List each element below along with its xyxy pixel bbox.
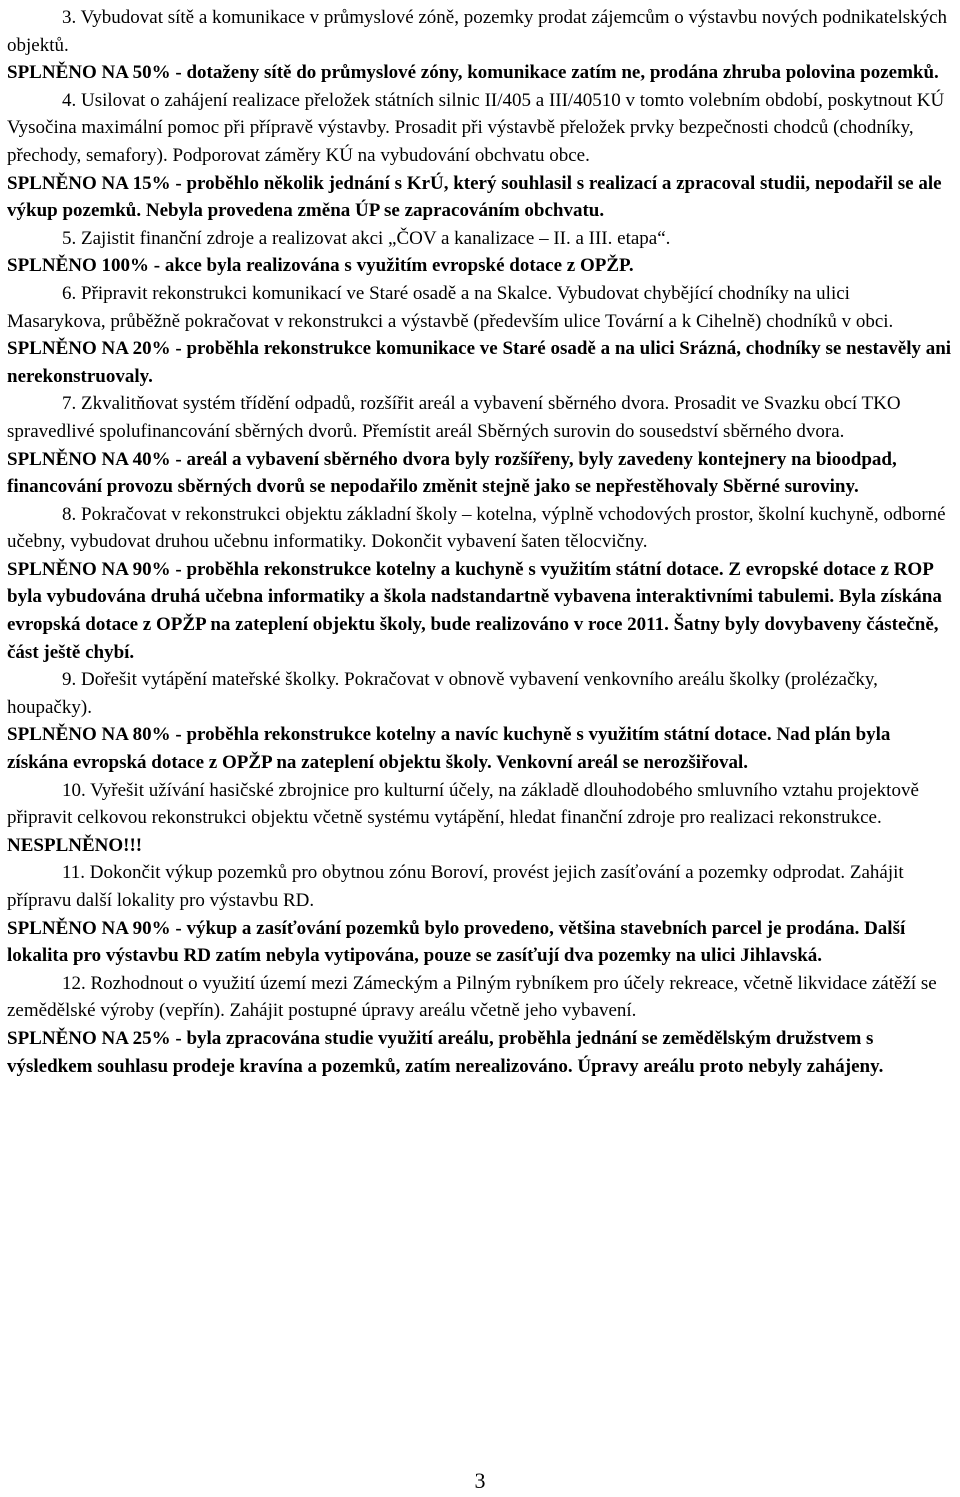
result-10: NESPLNĚNO!!! bbox=[7, 834, 143, 856]
result-9: SPLNĚNO NA 80% - proběhla rekonstrukce kotelny a navíc kuchyně s využitím státní dotace. Nad plán byla získána evropská dotace z OPŽP na zateplení objektu školy. Venkovní areál se nerozšiřoval. bbox=[7, 724, 891, 774]
goal-9: 9. Dořešit vytápění mateřské školky. Pokračovat v obnově vybavení venkovního areálu školky (prolézačky, houpačky). bbox=[7, 669, 878, 718]
goal-10: 10. Vyřešit užívání hasičské zbrojnice pro kulturní účely, na základě dlouhodobého smluvního vztahu projektově připravit celkovou rekonstrukci objektu včetně systému vytápění, hledat finanční zdroje pro realizaci rekonstrukce. bbox=[7, 779, 919, 829]
goal-5: 5. Zajistit finanční zdroje a realizovat akci „ČOV a kanalizace – II. a III. etapa“. bbox=[62, 227, 671, 249]
result-7: SPLNĚNO NA 40% - areál a vybavení sběrného dvora byly rozšířeny, byly zavedeny kontejnery na bioodpad, financování provozu sběrných dvorů se nepodařilo změnit stejně jako se nepřestěhovaly Sběrné suroviny. bbox=[7, 448, 897, 498]
goal-11: 11. Dokončit výkup pozemků pro obytnou zónu Boroví, provést jejich zasíťování a pozemky odprodat. Zahájit přípravu další lokality pro výstavbu RD. bbox=[7, 862, 904, 911]
goal-3: 3. Vybudovat sítě a komunikace v průmyslové zóně, pozemky prodat zájemcům o výstavbu nových podnikatelských objektů. bbox=[7, 7, 948, 56]
result-8: SPLNĚNO NA 90% - proběhla rekonstrukce kotelny a kuchyně s využitím státní dotace. Z evropské dotace z ROP byla vybudována druhá učebna informatiky a škola nadstandartně vybavena interaktivními tabulemi. Byla získána evropská dotace z OPŽP na zateplení objektu školy, bude realizováno v roce 2011. Šatny byly dovybaveny částečně, část ještě chybí. bbox=[7, 558, 942, 663]
goal-6: 6. Připravit rekonstrukci komunikací ve Staré osadě a na Skalce. Vybudovat chybějící chodníky na ulici Masarykova, průběžně pokračovat v rekonstrukci a výstavbě (především ulice Tovární a k Cihelně) chodníků v obci. bbox=[7, 282, 894, 332]
goal-7: 7. Zkvalitňovat systém třídění odpadů, rozšířit areál a vybavení sběrného dvora. Prosadit ve Svazku obcí TKO spravedlivé spolufinancování sběrných dvorů. Přemístit areál Sběrných surovin do sousedství sběrného dvora. bbox=[7, 393, 901, 442]
page-number: 3 bbox=[474, 1468, 486, 1493]
result-4: SPLNĚNO NA 15% - proběhlo několik jednání s KrÚ, který souhlasil s realizací a zpracoval studii, nepodařil se ale výkup pozemků. Nebyla provedena změna ÚP se zapracováním obchvatu. bbox=[7, 172, 942, 222]
goal-8: 8. Pokračovat v rekonstrukci objektu základní školy – kotelna, výplně vchodových prostor, školní kuchyně, odborné učebny, vybudovat druhou učebnu informatiky. Dokončit vybavení šaten tělocvičny. bbox=[7, 503, 946, 553]
result-5: SPLNĚNO 100% - akce byla realizována s využitím evropské dotace z OPŽP. bbox=[7, 255, 634, 277]
result-12: SPLNĚNO NA 25% - byla zpracována studie využití areálu, proběhla jednání se zemědělským družstvem s výsledkem souhlasu prodeje kravína a pozemků, zatím nerealizováno. Úpravy areálu proto nebyly zahájeny. bbox=[7, 1027, 884, 1077]
result-11: SPLNĚNO NA 90% - výkup a zasíťování pozemků bylo provedeno, většina stavebních parcel je prodána. Další lokalita pro výstavbu RD zatím nebyla vytipována, pouze se zasíťují dva pozemky na ulici Jihlavská. bbox=[7, 917, 906, 967]
goal-4: 4. Usilovat o zahájení realizace přeložek státních silnic II/405 a III/40510 v tomto volebním období, poskytnout KÚ Vysočina maximální pomoc při přípravě výstavby. Prosadit při výstavbě přeložek prvky bezpečnosti chodců (chodníky, přechody, semafory). Podporovat záměry KÚ na vybudování obchvatu obce. bbox=[7, 89, 945, 166]
goal-12: 12. Rozhodnout o využití území mezi Zámeckým a Pilným rybníkem pro účely rekreace, včetně likvidace zátěží se zemědělské výroby (vepřín). Zahájit postupné úpravy areálu včetně jeho vybavení. bbox=[7, 972, 937, 1022]
result-6: SPLNĚNO NA 20% - proběhla rekonstrukce komunikace ve Staré osadě a na ulici Srázná, chodníky se nestavěly ani nerekonstruovaly. bbox=[7, 338, 952, 387]
result-3: SPLNĚNO NA 50% - dotaženy sítě do průmyslové zóny, komunikace zatím ne, prodána zhruba polovina pozemků. bbox=[7, 62, 939, 84]
